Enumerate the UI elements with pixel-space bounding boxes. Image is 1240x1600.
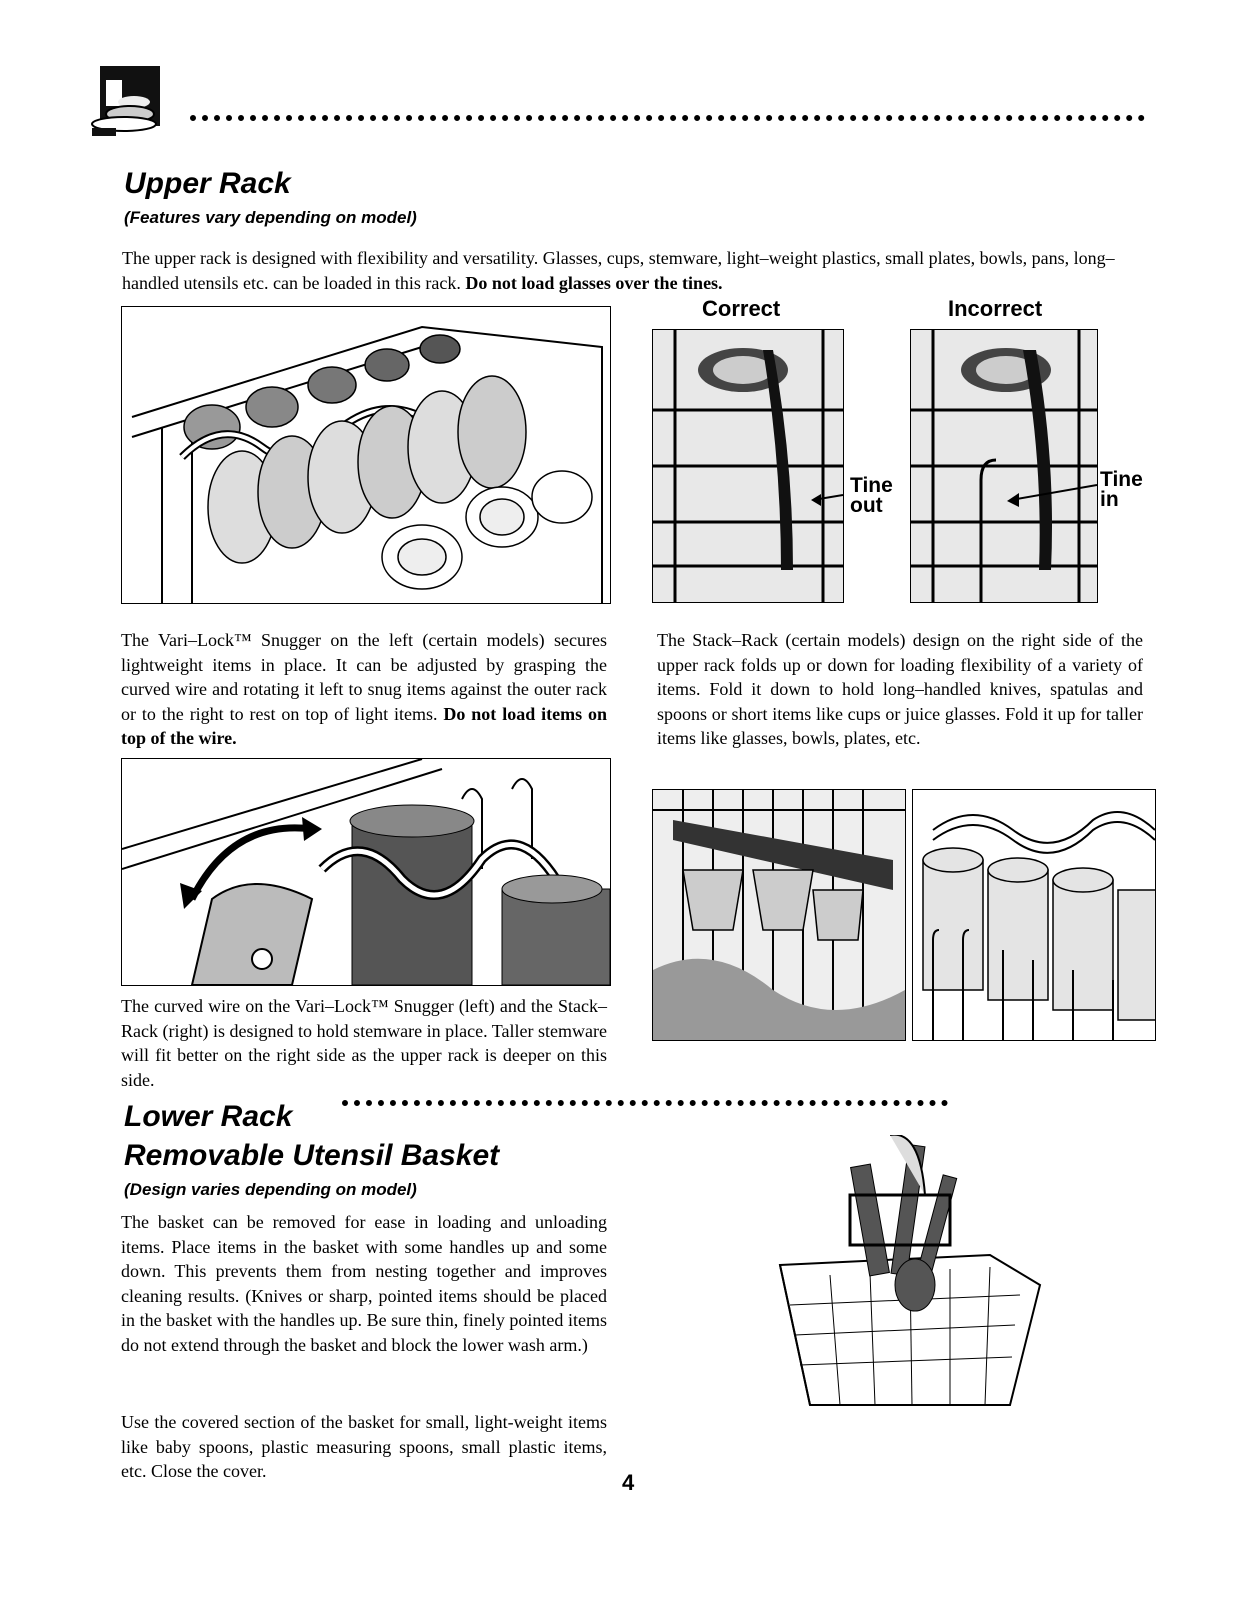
stack-rack-up-illustration bbox=[912, 789, 1156, 1041]
header-dishes-icon bbox=[88, 62, 174, 138]
snugger-text: The Vari–Lock™ Snugger on the left (certain models) secures lightweight items in place. It can be adjusted by grasping the curved wire and rotating it left to snug items against the outer rack or to the right to rest on top of light items. bbox=[121, 630, 607, 724]
lower-rack-dotted-rule bbox=[342, 1100, 948, 1106]
utensil-basket-illustration bbox=[750, 1135, 1050, 1420]
upper-rack-intro bbox=[122, 246, 1152, 295]
utensil-basket-paragraph-2: Use the covered section of the basket for small, light-weight items like baby spoons, plastic measuring spoons, small plastic items, etc. Close the cover. bbox=[121, 1412, 607, 1481]
utensil-basket-title: Removable Utensil Basket bbox=[124, 1139, 500, 1172]
utensil-basket-subtitle: (Design varies depending on model) bbox=[124, 1180, 417, 1199]
utensil-basket-paragraph-1: The basket can be removed for ease in loading and unloading items. Place items in the basket with some handles up and some down. This prevents them from nesting together and improves cleaning results. (Knives or sharp, pointed items should be placed in the basket with the handles up. Be sure thin, finely pointed items do not extend through the basket and block the lower wash arm.) bbox=[121, 1212, 607, 1355]
upper-rack-subtitle: (Features vary depending on model) bbox=[124, 208, 417, 227]
snugger-warning: Do not load items on top of the wire. bbox=[121, 703, 608, 748]
curved-wire-paragraph: The curved wire on the Vari–Lock™ Snugger (left) and the Stack–Rack (right) is designed to hold stemware in place. Taller stemware will fit better on the right side as the upper rack is deeper on this side. bbox=[121, 996, 607, 1090]
correct-loading-illustration bbox=[652, 329, 844, 603]
incorrect-loading-illustration bbox=[910, 329, 1098, 603]
stack-rack-down-illustration bbox=[652, 789, 906, 1041]
upper-rack-illustration bbox=[121, 306, 611, 604]
page-number: 4 bbox=[622, 1470, 635, 1495]
lower-rack-title: Lower Rack bbox=[124, 1100, 293, 1133]
stack-rack-paragraph: The Stack–Rack (certain models) design on the right side of the upper rack folds up or down for loading flexibility of a variety of items. Fold it down to hold long–handled knives, spatulas and spoons or short items like cups or juice glasses. Fold it up for taller items like glasses, bowls, plates, etc. bbox=[657, 630, 1143, 748]
tine-in-label: Tine in bbox=[1100, 468, 1143, 511]
correct-label: Correct bbox=[702, 296, 781, 321]
upper-rack-intro-warning: Do not load glasses over the tines. bbox=[465, 272, 723, 293]
tine-out-label: Tine out bbox=[850, 474, 893, 517]
header-dotted-rule bbox=[190, 115, 1145, 121]
incorrect-label: Incorrect bbox=[948, 296, 1043, 321]
snugger-paragraph bbox=[121, 628, 607, 751]
upper-rack-intro-text: The upper rack is designed with flexibility and versatility. Glasses, cups, stemware, light–weight plastics, small plates, bowls, pans, long–handled utensils etc. can be loaded in this rack. bbox=[122, 248, 1115, 293]
upper-rack-title: Upper Rack bbox=[124, 167, 291, 200]
snugger-illustration bbox=[121, 758, 611, 986]
